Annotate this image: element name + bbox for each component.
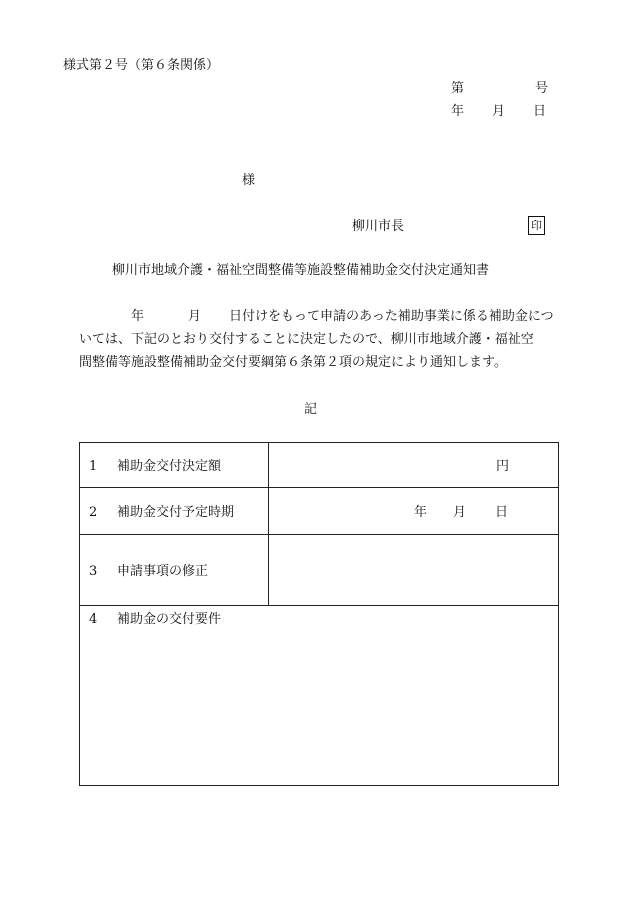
doc-number-suffix: 号	[535, 81, 549, 96]
form-number: 様式第２号（第６条関係）	[63, 58, 220, 73]
body-line-1-text: 日付けをもって申請のあった補助事業に係る補助金につ	[229, 309, 554, 324]
detail-table	[79, 442, 559, 786]
row-divider	[80, 534, 558, 535]
doc-number-label: 第	[451, 81, 465, 96]
note-heading: 記	[304, 402, 318, 417]
column-divider	[268, 443, 269, 605]
row-1-label: 補助金交付決定額	[117, 459, 222, 474]
body-month-label: 月	[188, 309, 202, 324]
body-line-3: 間整備等施設整備補助金交付要綱第６条第２項の規定により通知します。	[79, 355, 507, 370]
row-2-month-label: 月	[453, 505, 467, 520]
date-day-label: 日	[533, 104, 547, 119]
issuer-name: 柳川市長	[352, 219, 405, 234]
row-1-number: 1	[89, 459, 98, 474]
body-year-label: 年	[131, 309, 145, 324]
row-2-day-label: 日	[495, 505, 509, 520]
seal-mark: 印	[528, 216, 545, 235]
recipient-honorific: 様	[242, 173, 256, 188]
row-3-number: 3	[89, 564, 98, 579]
row-3-label: 申請事項の修正	[117, 564, 209, 579]
date-year-label: 年	[451, 104, 465, 119]
body-line-2: いては、下記のとおり交付することに決定したので、柳川市地域介護・福祉空	[79, 332, 534, 347]
row-4-number: 4	[89, 612, 98, 627]
body-line-1	[131, 310, 554, 323]
row-divider	[80, 487, 558, 488]
row-4-label: 補助金の交付要件	[117, 612, 222, 627]
date-month-label: 月	[492, 104, 506, 119]
row-2-year-label: 年	[414, 505, 428, 520]
document-title: 柳川市地域介護・福祉空間整備等施設整備補助金交付決定通知書	[112, 263, 490, 278]
row-1-yen-unit: 円	[496, 459, 510, 474]
row-2-number: 2	[89, 505, 98, 520]
row-2-label: 補助金交付予定時期	[117, 505, 235, 520]
row-divider	[80, 605, 558, 606]
